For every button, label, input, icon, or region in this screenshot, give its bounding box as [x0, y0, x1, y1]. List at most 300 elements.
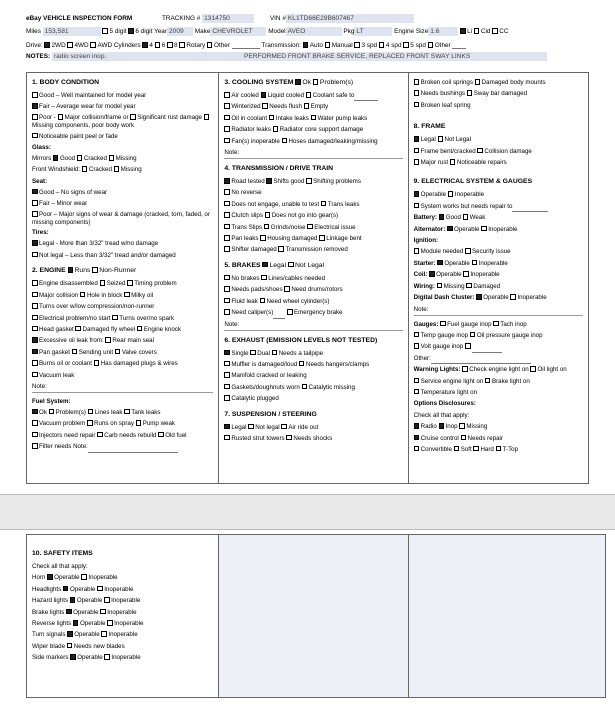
tank-leaks-checkbox[interactable] — [124, 409, 130, 415]
lines-leak-checkbox[interactable] — [88, 409, 94, 415]
seat-good-label: Good – No signs of wear — [39, 188, 108, 196]
water-pump-checkbox[interactable] — [311, 115, 317, 121]
engine-size-field[interactable]: 1.6 — [428, 27, 458, 36]
drive-2wd-checkbox[interactable] — [44, 42, 50, 48]
vin-label: VIN # — [269, 15, 286, 23]
cool-problems-checkbox[interactable] — [313, 79, 319, 85]
mirrors-label: Mirrors — [32, 155, 52, 163]
warning-row-2 — [414, 376, 583, 387]
brakes-not-legal-checkbox[interactable] — [288, 262, 294, 268]
pump-weak-checkbox[interactable] — [136, 420, 142, 426]
vacuum-leak-checkbox[interactable] — [32, 372, 38, 378]
sending-unit-label: Sending unit — [78, 348, 114, 356]
cruise-checkbox[interactable] — [414, 435, 420, 441]
coil-operable-checkbox[interactable] — [429, 271, 435, 277]
road-tested-checkbox[interactable] — [224, 178, 230, 184]
gauge-other-field[interactable] — [472, 345, 502, 353]
needs-repair-checkbox[interactable] — [414, 203, 420, 209]
shifting-problems-label: Shifting problems — [313, 178, 361, 186]
cooling-note-field[interactable]: Note: — [224, 147, 402, 159]
coolant-safe-checkbox[interactable] — [306, 92, 312, 98]
clutch-slips-checkbox[interactable] — [224, 212, 230, 218]
oil-leak-checkbox[interactable] — [32, 337, 38, 343]
hard-checkbox[interactable] — [473, 446, 479, 452]
electrical-issue-label: Electrical issue — [314, 223, 356, 231]
needs-shocks-checkbox[interactable] — [286, 435, 292, 441]
sway-bar-checkbox[interactable] — [467, 90, 473, 96]
electrical-title: 9. ELECTRICAL SYSTEM & GAUGES — [413, 178, 533, 186]
engine-knock-label: Engine knock — [143, 325, 181, 333]
turn-inop-checkbox[interactable] — [101, 631, 107, 637]
wiring-missing-checkbox[interactable] — [437, 283, 443, 289]
digit5-checkbox[interactable] — [102, 28, 108, 34]
needs-flush-checkbox[interactable] — [262, 103, 268, 109]
starter-inop-checkbox[interactable] — [472, 260, 478, 266]
turn-operable-label: Operable — [74, 631, 100, 639]
tires-legal-label: Legal - More than 3/32" tread w/no damage — [39, 240, 159, 248]
pan-gasket-checkbox[interactable] — [32, 349, 38, 355]
no-brakes-checkbox[interactable] — [224, 275, 230, 281]
dual-label: Dual — [257, 349, 270, 357]
oil-gauge-checkbox[interactable] — [470, 332, 476, 338]
elec-inoperable-checkbox[interactable] — [448, 191, 454, 197]
fans-inop-checkbox[interactable] — [224, 138, 230, 144]
wiper-checkbox[interactable] — [67, 643, 73, 649]
coil-springs-checkbox[interactable] — [414, 79, 420, 85]
side-inop-checkbox[interactable] — [104, 654, 110, 660]
side-operable-checkbox[interactable] — [70, 654, 76, 660]
body-good-checkbox[interactable] — [32, 92, 38, 98]
starter-row — [414, 258, 583, 269]
brake-lights-inop-checkbox[interactable] — [100, 609, 106, 615]
seat-fair-checkbox[interactable] — [32, 200, 38, 206]
horn-inop-checkbox[interactable] — [81, 574, 87, 580]
noticeable-repairs-checkbox[interactable] — [450, 159, 456, 165]
low-compression-checkbox[interactable] — [32, 303, 38, 309]
trans-4spd-label: 4 spd — [385, 42, 402, 49]
air-cooled-checkbox[interactable] — [224, 92, 230, 98]
linkage-bent-label: Linkage bent — [326, 235, 362, 243]
convertible-checkbox[interactable] — [414, 446, 420, 452]
mirrors-missing-checkbox[interactable] — [109, 155, 115, 161]
caliper-checkbox[interactable] — [224, 309, 230, 315]
vin-field[interactable]: KL1TD66E29B607467 — [286, 14, 414, 23]
fuel-note-field[interactable] — [88, 445, 178, 453]
empty-checkbox[interactable] — [304, 103, 310, 109]
trans-3spd-checkbox[interactable] — [354, 42, 360, 48]
cool-problems-label: Problem(s) — [319, 79, 354, 86]
major-rust-checkbox[interactable] — [414, 159, 420, 165]
frame-row-2 — [414, 146, 583, 157]
headlights-operable-checkbox[interactable] — [63, 586, 69, 592]
pump-weak-label: Pump weak — [142, 420, 176, 428]
vacuum-problem-checkbox[interactable] — [32, 420, 38, 426]
timing-checkbox[interactable] — [127, 280, 133, 286]
digit6-checkbox[interactable] — [128, 28, 134, 34]
hole-block-checkbox[interactable] — [80, 292, 86, 298]
strut-towers-label: Rusted strut towers — [231, 434, 285, 442]
no-engage-checkbox[interactable] — [224, 201, 230, 207]
strut-towers-checkbox[interactable] — [224, 435, 230, 441]
gauge-other-checkbox[interactable] — [465, 343, 471, 349]
no-spark-label: Turns over/no spark — [119, 314, 175, 322]
pan-leaks-checkbox[interactable] — [224, 235, 230, 241]
electrical-nostart-checkbox[interactable] — [32, 315, 38, 321]
drive-awd-label: AWD — [97, 42, 113, 49]
tires-legal-checkbox[interactable] — [32, 240, 38, 246]
brakes-row-1 — [224, 273, 402, 284]
grinds-checkbox[interactable] — [264, 224, 270, 230]
wiper-opt-label: Needs new blades — [73, 642, 125, 650]
engine-knock-checkbox[interactable] — [137, 326, 143, 332]
fuel-gauge-label: Fuel gauge inop — [447, 320, 492, 328]
frame-title: 8. FRAME — [413, 123, 446, 131]
catalytic-plugged-checkbox[interactable] — [224, 395, 230, 401]
missing-components-checkbox[interactable] — [204, 114, 210, 120]
make-field[interactable]: CHEVROLET — [210, 27, 266, 36]
cool-ok-checkbox[interactable] — [295, 79, 301, 85]
radio-checkbox[interactable] — [414, 423, 420, 429]
dash-inop-checkbox[interactable] — [510, 294, 516, 300]
header-row-2 — [26, 27, 508, 36]
burns-oil-checkbox[interactable] — [32, 360, 38, 366]
security-issue-label: Security issue — [472, 248, 511, 256]
caliper-field[interactable] — [273, 311, 285, 319]
cruise-repair-checkbox[interactable] — [461, 435, 467, 441]
turn-signals-row — [32, 629, 213, 640]
header-notes-row — [26, 52, 547, 61]
trans-slips-checkbox[interactable] — [224, 224, 230, 230]
winterized-checkbox[interactable] — [224, 103, 230, 109]
turn-operable-checkbox[interactable] — [67, 631, 73, 637]
coil-row — [414, 269, 583, 280]
gaskets-checkbox[interactable] — [224, 384, 230, 390]
valve-covers-checkbox[interactable] — [115, 349, 121, 355]
air-ride-checkbox[interactable] — [281, 424, 287, 430]
fuel-problems-checkbox[interactable] — [49, 409, 55, 415]
lines-cables-checkbox[interactable] — [261, 275, 267, 281]
fuel-gauge-checkbox[interactable] — [440, 321, 446, 327]
paint-row — [32, 131, 213, 142]
engine-note-field[interactable]: Note: — [32, 381, 213, 393]
cyl-rotary-checkbox[interactable] — [179, 42, 185, 48]
tailpipe-checkbox[interactable] — [272, 350, 278, 356]
starter-operable-checkbox[interactable] — [437, 260, 443, 266]
rear-main-seal-checkbox[interactable] — [105, 337, 111, 343]
soft-checkbox[interactable] — [454, 446, 460, 452]
fuel-ok-checkbox[interactable] — [32, 409, 38, 415]
coolant-safe-field[interactable] — [354, 93, 378, 101]
battery-weak-label: Weak — [469, 214, 486, 222]
elec-operable-checkbox[interactable] — [414, 191, 420, 197]
header-row-3 — [26, 41, 466, 49]
wiring-label: Wiring: — [413, 282, 435, 290]
no-spark-checkbox[interactable] — [112, 315, 118, 321]
volt-gauge-checkbox[interactable] — [414, 343, 420, 349]
dual-checkbox[interactable] — [250, 350, 256, 356]
frame-not-legal-label: Not Legal — [444, 136, 472, 144]
sending-unit-checkbox[interactable] — [72, 349, 78, 355]
body-mounts-checkbox[interactable] — [475, 79, 481, 85]
notes-field-right[interactable]: PERFORMED FRONT BRAKE SERVICE, REPLACED FRONT SWAY LINKS — [214, 52, 547, 61]
volt-gauge-label: Volt gauge inop — [420, 343, 464, 351]
trans-leaks-checkbox[interactable] — [321, 201, 327, 207]
battery-good-checkbox[interactable] — [439, 214, 445, 220]
cyl-other-line[interactable] — [232, 41, 260, 49]
brakes-not-legal-label: Not Legal — [295, 261, 325, 269]
mirrors-good-checkbox[interactable] — [53, 155, 59, 161]
service-engine-checkbox[interactable] — [414, 378, 420, 384]
body-fair-checkbox[interactable] — [32, 103, 38, 109]
engine-row-8 — [32, 358, 213, 369]
hazard-operable-checkbox[interactable] — [70, 597, 76, 603]
radiator-core-label: Radiator core support damage — [279, 126, 364, 134]
muffler-label: Muffler is damaged/loud — [231, 360, 298, 368]
header-row-1 — [26, 14, 414, 23]
brake-lights-operable-label: Operable — [73, 608, 99, 616]
nonrunner-checkbox[interactable] — [92, 267, 98, 273]
cyl-4-checkbox[interactable] — [142, 42, 148, 48]
frame-bent-checkbox[interactable] — [414, 148, 420, 154]
tach-checkbox[interactable] — [493, 321, 499, 327]
oil-leak-label: Excessive oil leak from: — [39, 337, 104, 345]
drive-2wd-label: 2WD — [51, 42, 66, 49]
runs-on-spray-checkbox[interactable] — [87, 420, 93, 426]
temp-light-label: Temperature light on — [420, 388, 478, 396]
cc-checkbox[interactable] — [492, 28, 498, 34]
seat-good-checkbox[interactable] — [32, 189, 38, 195]
other-field[interactable] — [431, 356, 531, 364]
housing-damaged-checkbox[interactable] — [260, 235, 266, 241]
windshield-cracked-checkbox[interactable] — [82, 166, 88, 172]
emergency-brake-checkbox[interactable] — [287, 309, 293, 315]
trans-other-checkbox[interactable] — [428, 42, 434, 48]
reverse-inop-checkbox[interactable] — [107, 620, 113, 626]
plugs-wires-checkbox[interactable] — [94, 360, 100, 366]
needs-shocks-label: Needs shocks — [293, 434, 333, 442]
cyl-8-checkbox[interactable] — [167, 42, 173, 48]
no-reverse-label: No reverse — [231, 189, 262, 197]
ignition-row — [414, 235, 583, 246]
body-poor-label: Poor - — [39, 114, 56, 122]
carb-checkbox[interactable] — [97, 432, 103, 438]
fuel-row-1 — [32, 407, 213, 418]
side-inop-label: Inoperable — [111, 654, 141, 662]
year-field[interactable]: 2009 — [167, 27, 193, 36]
plugs-wires-label: Has damaged plugs & wires — [100, 360, 178, 368]
collision-damage-checkbox[interactable] — [477, 148, 483, 154]
tracking-field[interactable]: 1314750 — [202, 14, 254, 23]
trans-5spd-checkbox[interactable] — [403, 42, 409, 48]
drive-awd-checkbox[interactable] — [90, 42, 96, 48]
susp-not-legal-checkbox[interactable] — [248, 424, 254, 430]
leaf-spring-checkbox[interactable] — [414, 102, 420, 108]
no-reverse-checkbox[interactable] — [224, 189, 230, 195]
cyl-other-checkbox[interactable] — [207, 42, 213, 48]
seat-poor-label: Poor – Major signs of wear & damage (cracked, torn, faded, or missing components) — [32, 211, 210, 226]
liquid-cooled-checkbox[interactable] — [261, 92, 267, 98]
headlights-row — [32, 584, 213, 595]
bushings-label: Needs bushings — [420, 90, 466, 98]
cyl-6-checkbox[interactable] — [155, 42, 161, 48]
trans-manual-checkbox[interactable] — [325, 42, 331, 48]
cool-row-4 — [224, 124, 402, 135]
trans-other-line[interactable] — [452, 41, 466, 49]
seat-poor-checkbox[interactable] — [32, 211, 38, 217]
filter-needs-checkbox[interactable] — [32, 443, 38, 449]
security-issue-checkbox[interactable] — [465, 248, 471, 254]
bushings-checkbox[interactable] — [414, 90, 420, 96]
shifts-good-label: Shifts good — [273, 178, 305, 186]
susp-cont-row-2 — [414, 88, 583, 99]
rust-damage-checkbox[interactable] — [130, 114, 136, 120]
side-markers-label: Side markers — [32, 654, 69, 662]
radiator-core-checkbox[interactable] — [273, 126, 279, 132]
needs-repair-field[interactable] — [512, 204, 548, 212]
frame-not-legal-checkbox[interactable] — [438, 136, 444, 142]
headlights-inop-checkbox[interactable] — [97, 586, 103, 592]
check-engine-checkbox[interactable] — [462, 366, 468, 372]
drive-4wd-checkbox[interactable] — [67, 42, 73, 48]
eng-major-collision-checkbox[interactable] — [32, 292, 38, 298]
mirrors-missing-label: Missing — [115, 155, 137, 163]
alternator-inop-checkbox[interactable] — [481, 226, 487, 232]
drums-rotors-label: Need drums/rotors — [291, 286, 343, 294]
old-fuel-checkbox[interactable] — [158, 432, 164, 438]
radiator-leaks-checkbox[interactable] — [224, 126, 230, 132]
horn-operable-checkbox[interactable] — [47, 574, 53, 580]
column-1 — [27, 73, 219, 483]
engine-row-5 — [32, 324, 213, 335]
head-gasket-checkbox[interactable] — [32, 326, 38, 332]
injectors-checkbox[interactable] — [32, 432, 38, 438]
tach-label: Tach inop — [500, 320, 527, 328]
elec-inoperable-label: Inoperable — [454, 191, 485, 199]
manifold-checkbox[interactable] — [224, 372, 230, 378]
pads-shoes-checkbox[interactable] — [224, 286, 230, 292]
tires-not-legal-checkbox[interactable] — [32, 252, 38, 258]
oil-in-coolant-checkbox[interactable] — [224, 115, 230, 121]
form-title: eBay VEHICLE INSPECTION FORM — [26, 15, 133, 23]
digit5-label: 5 digit — [109, 28, 127, 36]
transmission-label: Transmission: — [261, 42, 301, 49]
radio-missing-checkbox[interactable] — [459, 423, 465, 429]
leaf-spring-label: Broken leaf spring — [420, 101, 471, 109]
wiring-damaged-label: Damaged — [473, 282, 501, 290]
mirrors-cracked-checkbox[interactable] — [77, 155, 83, 161]
flywheel-checkbox[interactable] — [75, 326, 81, 332]
engine-row-6 — [32, 335, 213, 346]
catalytic-missing-checkbox[interactable] — [302, 384, 308, 390]
brake-light-checkbox[interactable] — [485, 378, 491, 384]
shifter-damaged-checkbox[interactable] — [224, 246, 230, 252]
exhaust-row-4 — [224, 382, 402, 393]
electrical-issue-checkbox[interactable] — [307, 224, 313, 230]
shifts-good-checkbox[interactable] — [266, 178, 272, 184]
alternator-operable-checkbox[interactable] — [447, 226, 453, 232]
drums-rotors-checkbox[interactable] — [284, 286, 290, 292]
battery-weak-checkbox[interactable] — [463, 214, 469, 220]
brakes-note-field[interactable]: Note: — [224, 319, 402, 331]
milky-oil-checkbox[interactable] — [124, 292, 130, 298]
dash-operable-checkbox[interactable] — [476, 294, 482, 300]
engine-disassembled-checkbox[interactable] — [32, 280, 38, 286]
gauges-row — [414, 319, 583, 330]
no-gear-checkbox[interactable] — [265, 212, 271, 218]
reverse-operable-label: Operable — [79, 620, 106, 628]
paint-peel-checkbox[interactable] — [32, 133, 38, 139]
wheel-cylinder-label: Need wheel cylinder(s) — [266, 297, 330, 305]
oil-light-checkbox[interactable] — [530, 366, 536, 372]
ttop-checkbox[interactable] — [496, 446, 502, 452]
wiring-damaged-checkbox[interactable] — [466, 283, 472, 289]
body-poor-checkbox[interactable] — [32, 114, 38, 120]
body-fair-label: Fair – Average wear for model year — [39, 103, 136, 111]
trans-auto-checkbox[interactable] — [303, 42, 309, 48]
major-collision-checkbox[interactable] — [58, 114, 64, 120]
alternator-inop-label: Inoperable — [488, 225, 518, 233]
windshield-missing-checkbox[interactable] — [114, 166, 120, 172]
cyl-8-label: 8 — [174, 42, 178, 49]
cid-checkbox[interactable] — [474, 28, 480, 34]
brakes-row-4 — [224, 307, 402, 318]
brakes-row-3 — [224, 296, 402, 307]
temp-gauge-checkbox[interactable] — [414, 332, 420, 338]
susp-legal-checkbox[interactable] — [224, 424, 230, 430]
runs-checkbox[interactable] — [68, 267, 74, 273]
hangers-checkbox[interactable] — [299, 361, 305, 367]
reverse-operable-checkbox[interactable] — [73, 620, 79, 626]
safety-column — [27, 535, 219, 697]
brake-lights-operable-checkbox[interactable] — [66, 609, 72, 615]
li-checkbox[interactable] — [460, 28, 466, 34]
coil-inop-checkbox[interactable] — [463, 271, 469, 277]
muffler-checkbox[interactable] — [224, 361, 230, 367]
electrical-note-field[interactable]: Note: — [414, 304, 583, 316]
rear-main-seal-label: Rear main seal — [112, 337, 155, 345]
elec-row-2 — [414, 201, 583, 212]
frame-row-1 — [414, 134, 583, 145]
seized-checkbox[interactable] — [100, 280, 106, 286]
module-needed-checkbox[interactable] — [414, 248, 420, 254]
intake-leaks-checkbox[interactable] — [269, 115, 275, 121]
wheel-cylinder-checkbox[interactable] — [260, 298, 266, 304]
notes-field-left[interactable]: radio screen inop. — [52, 52, 214, 61]
temp-light-checkbox[interactable] — [414, 389, 420, 395]
pan-leaks-label: Pan leaks — [231, 235, 259, 243]
temp-gauge-label: Temp gauge inop — [420, 331, 469, 339]
trans-4spd-checkbox[interactable] — [379, 42, 385, 48]
hoses-checkbox[interactable] — [282, 138, 288, 144]
seat-poor-row — [32, 210, 213, 228]
fluid-leak-checkbox[interactable] — [224, 298, 230, 304]
hazard-inop-checkbox[interactable] — [104, 597, 110, 603]
brakes-legal-checkbox[interactable] — [262, 262, 268, 268]
trans-removed-checkbox[interactable] — [278, 246, 284, 252]
frame-legal-checkbox[interactable] — [414, 136, 420, 142]
shifting-problems-checkbox[interactable] — [306, 178, 312, 184]
radio-inop-checkbox[interactable] — [439, 423, 445, 429]
model-field[interactable]: AVEO — [286, 27, 342, 36]
coil-operable-label: Operable — [436, 271, 462, 279]
miles-field[interactable]: 153,581 — [43, 27, 101, 36]
single-checkbox[interactable] — [224, 350, 230, 356]
susp-row-2 — [224, 433, 402, 444]
linkage-bent-checkbox[interactable] — [319, 235, 325, 241]
trans-row-3 — [224, 199, 402, 210]
coil-inop-label: Inoperable — [470, 271, 500, 279]
pkg-field[interactable]: LT — [354, 27, 392, 36]
